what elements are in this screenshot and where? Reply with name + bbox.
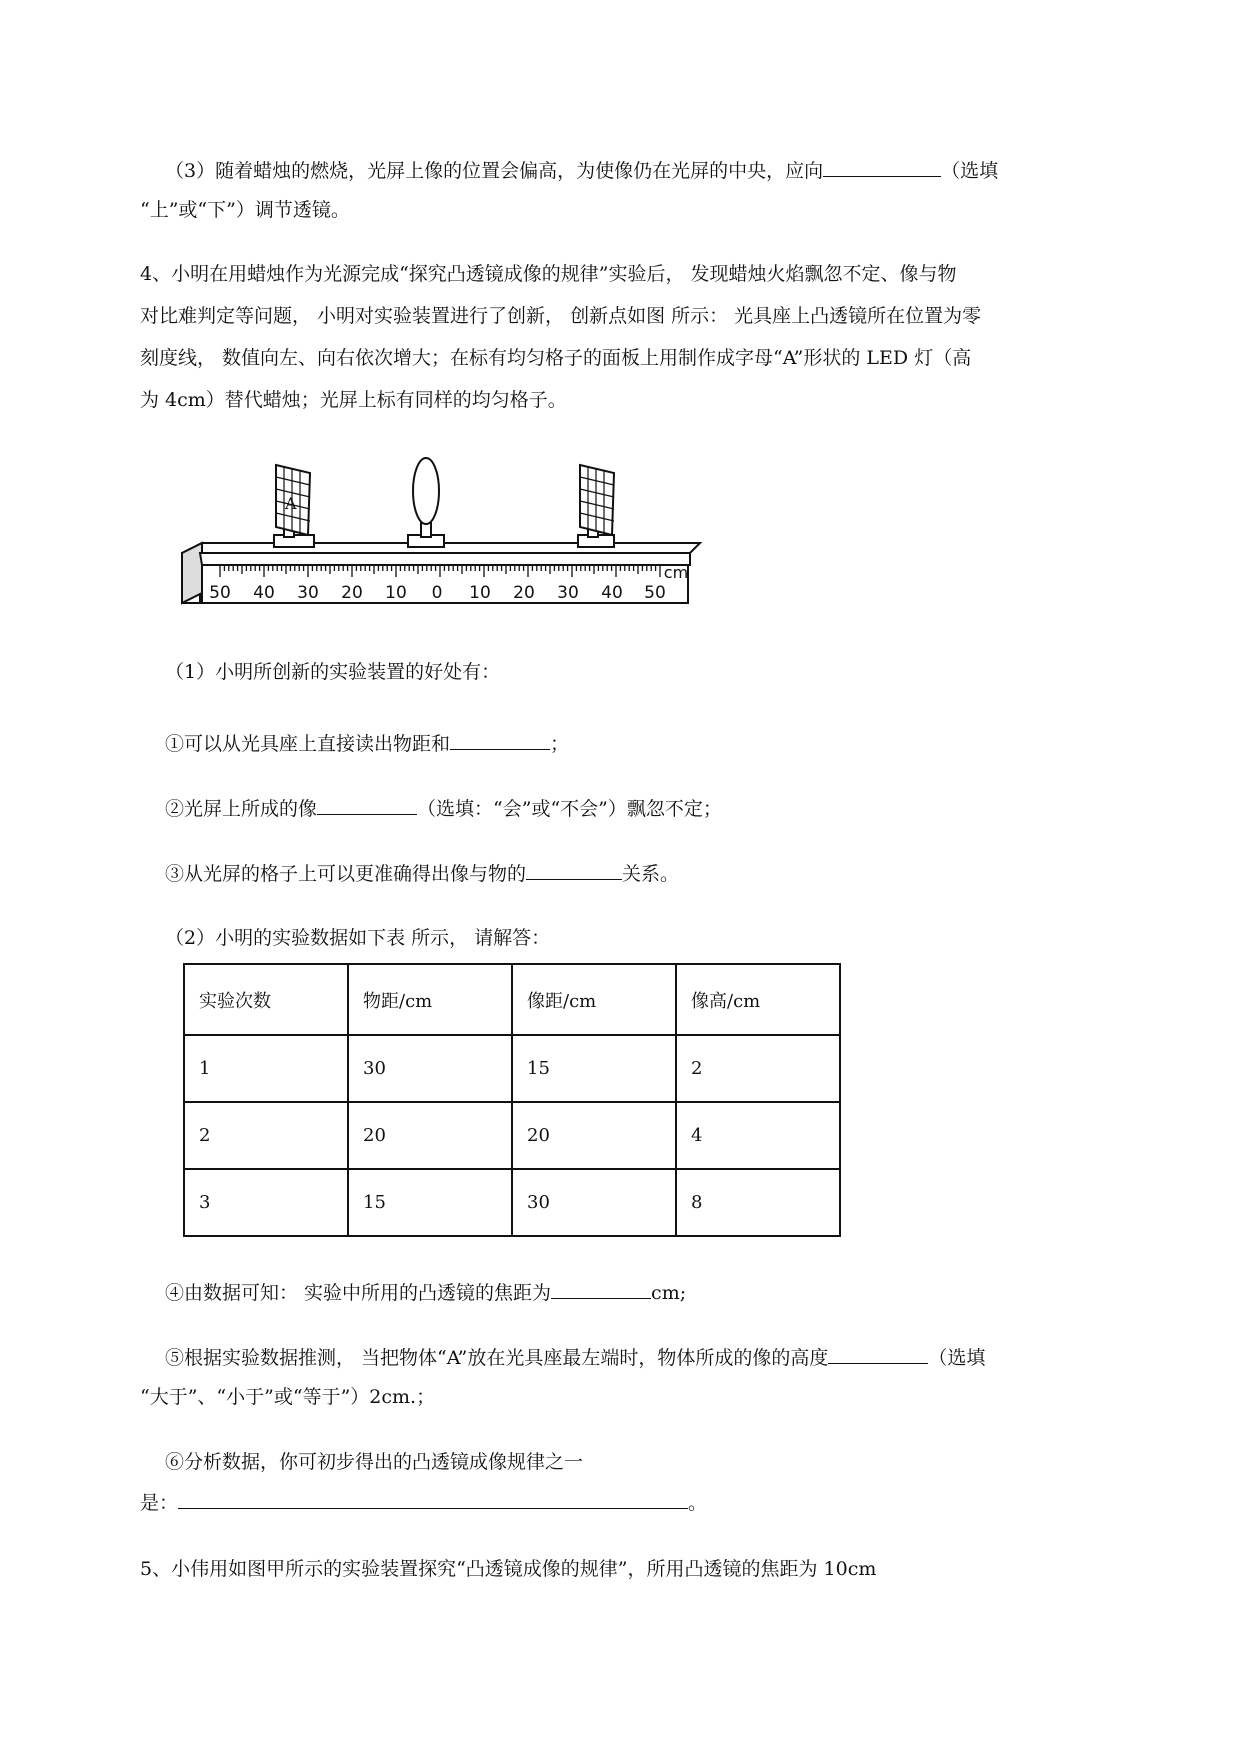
table-cell: 30 (512, 1169, 676, 1236)
ruler-label: 10 (385, 583, 407, 603)
subq1-item-a-end: ； (550, 733, 570, 755)
rule-answer-blank[interactable] (178, 1490, 688, 1509)
convex-lens (408, 458, 444, 547)
table-cell: 2 (184, 1102, 348, 1169)
subq1-item-b (165, 796, 722, 821)
q3-answer-blank[interactable] (823, 158, 941, 177)
ruler-label: 20 (513, 583, 535, 603)
table-row (184, 1169, 840, 1236)
subq1-item-b-blank[interactable] (317, 796, 417, 815)
optical-bench-figure (178, 455, 718, 625)
subq2-item-5-line-2: “大于”、“小于”或“等于”）2cm.； (140, 1386, 436, 1408)
ruler-label: 30 (557, 583, 579, 603)
subq1-title: （1）小明所创新的实验装置的好处有： (165, 661, 501, 683)
table-header-cell: 物距/cm (348, 964, 512, 1035)
ruler-label: 50 (644, 583, 666, 603)
subq1-item-a-text: ①可以从光具座上直接读出物距和 (165, 733, 451, 755)
q3-line-2: “上”或“下”）调节透镜。 (140, 199, 350, 221)
subq2-item-6-prefix: 是： (140, 1492, 179, 1514)
subq2-item-5-hint: （选填 (928, 1347, 986, 1369)
problem4-line-3: 刻度线， 数值向左、向右依次增大；在标有均匀格子的面板上用制作成字母“A”形状的 LED 灯（高 (140, 347, 972, 369)
problem4-line-4: 为 4cm）替代蜡烛；光屏上标有同样的均匀格子。 (140, 389, 567, 411)
subq2-item-4-text: ④由数据可知： 实验中所用的凸透镜的焦距为 (165, 1282, 552, 1304)
table-header-cell: 像高/cm (676, 964, 840, 1035)
subq1-item-c-end: 关系。 (622, 863, 680, 885)
table-cell: 15 (512, 1035, 676, 1102)
q3-text: （3）随着蜡烛的燃烧，光屏上像的位置会偏高，为使像仍在光屏的中央，应向 (165, 160, 824, 182)
subq1-item-c-blank[interactable] (526, 861, 622, 880)
table-header-cell: 实验次数 (184, 964, 348, 1035)
ruler-label: 40 (253, 583, 275, 603)
subq1-item-b-text: ②光屏上所成的像 (165, 798, 318, 820)
table-row (184, 1035, 840, 1102)
subq2-item-5-text: ⑤根据实验数据推测， 当把物体“A”放在光具座最左端时，物体所成的像的高度 (165, 1347, 829, 1369)
ruler-label: 50 (209, 583, 231, 603)
problem4-line-1: 4、小明在用蜡烛作为光源完成“探究凸透镜成像的规律”实验后， 发现蜡烛火焰飘忽不定、像与物 (140, 263, 957, 285)
subq1-item-a (165, 731, 569, 756)
table-cell: 8 (676, 1169, 840, 1236)
light-screen (578, 465, 614, 547)
table-cell: 15 (348, 1169, 512, 1236)
subq1-item-a-blank[interactable] (450, 731, 550, 750)
subq2-title: （2）小明的实验数据如下表 所示， 请解答： (165, 927, 551, 949)
table-cell: 30 (348, 1035, 512, 1102)
subq2-item-6-end: 。 (688, 1492, 708, 1514)
table-header-row (184, 964, 840, 1035)
subq2-item-4 (165, 1280, 686, 1305)
q3-line-1 (165, 158, 998, 183)
subq2-item-6-line-2 (140, 1490, 707, 1515)
image-height-blank[interactable] (828, 1345, 928, 1364)
table-row (184, 1102, 840, 1169)
led-panel (274, 465, 314, 547)
table-cell: 2 (676, 1035, 840, 1102)
ruler-unit: cm (663, 563, 689, 582)
subq1-item-c (165, 861, 679, 886)
subq2-item-4-unit: cm; (651, 1282, 687, 1304)
subq1-item-b-hint: （选填：“会”或“不会”）飘忽不定； (417, 798, 722, 820)
subq2-item-5 (165, 1345, 985, 1370)
table-cell: 4 (676, 1102, 840, 1169)
led-letter: A (285, 494, 297, 513)
table-cell: 20 (348, 1102, 512, 1169)
ruler-label: 40 (601, 583, 623, 603)
subq2-item-6: ⑥分析数据，你可初步得出的凸透镜成像规律之一 (165, 1451, 584, 1473)
experiment-data-table (183, 963, 841, 1237)
problem4-line-2: 对比难判定等问题， 小明对实验装置进行了创新， 创新点如图 所示： 光具座上凸透镜所在位置为零 (140, 305, 982, 327)
table-cell: 20 (512, 1102, 676, 1169)
ruler-label: 20 (341, 583, 363, 603)
table-cell: 3 (184, 1169, 348, 1236)
subq1-item-c-text: ③从光屏的格子上可以更准确得出像与物的 (165, 863, 527, 885)
table-header-cell: 像距/cm (512, 964, 676, 1035)
problem5-line-1: 5、小伟用如图甲所示的实验装置探究“凸透镜成像的规律”，所用凸透镜的焦距为 10cm (140, 1558, 877, 1580)
ruler-label: 10 (469, 583, 491, 603)
ruler-label: 30 (297, 583, 319, 603)
table-cell: 1 (184, 1035, 348, 1102)
q3-option-hint: （选填 (941, 160, 999, 182)
ruler-label: 0 (431, 583, 443, 603)
focal-length-blank[interactable] (551, 1280, 651, 1299)
